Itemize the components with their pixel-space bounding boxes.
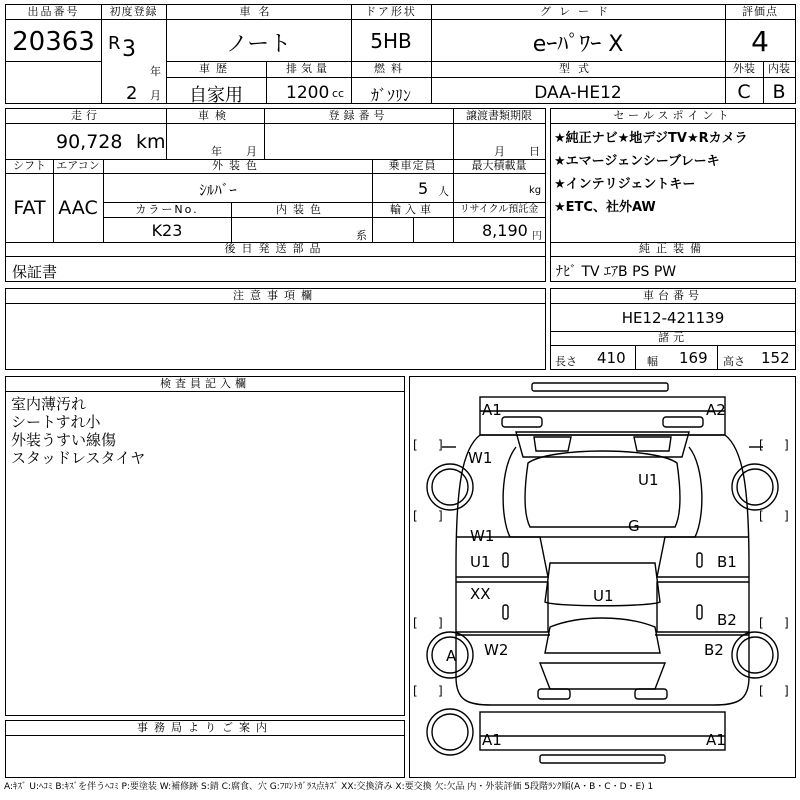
inspection-label: 車検 <box>198 109 232 122</box>
color-no-label: カラーNo. <box>135 203 199 216</box>
svg-text:]: ] <box>784 509 789 523</box>
ext-color-label: 外装色 <box>212 159 263 172</box>
inspector-note: スタッドレスタイヤ <box>11 449 146 467</box>
grade-label: グレード <box>540 5 616 18</box>
door-value: 5HB <box>370 29 412 53</box>
inspector-label: 検査員記入欄 <box>160 377 250 390</box>
mark-a-wheel: A <box>446 647 457 665</box>
sales-points-lines <box>554 127 748 219</box>
inspector-block <box>5 376 405 716</box>
capacity-label: 乗車定員 <box>388 159 437 172</box>
model-label: 型式 <box>559 62 597 75</box>
chassis-block <box>550 288 796 370</box>
score-label: 評価点 <box>742 5 778 18</box>
transfer-label: 譲渡書類期限 <box>466 109 532 122</box>
interior-grade: B <box>772 81 786 103</box>
recycle-label: リサイクル預託金 <box>459 204 539 215</box>
svg-text:]: ] <box>438 438 443 452</box>
interior-label: 内装 <box>768 62 790 75</box>
month-unit: 月 <box>150 89 161 102</box>
grade-value: eｰﾊﾟﾜｰ X <box>532 32 624 57</box>
ac-label: エアコン <box>56 159 100 172</box>
damage-legend: A:ｷｽﾞ U:ﾍｺﾐ B:ｷｽﾞを伴うﾍｺﾐ P:要塗装 W:補修跡 S:錆 C:腐食、穴 G:ﾌﾛﾝﾄｶﾞﾗｽ点ｷｽﾞ XX:交換済み X:要交換 欠:欠品 内・外装評価 5段階ﾗﾝｸ順(A・B・C・D・E) 1 <box>4 782 654 792</box>
svg-text:]: ] <box>438 509 443 523</box>
sales-point: ★エマージェンシーブレーキ <box>554 154 720 169</box>
inspector-note: 外装うすい線傷 <box>11 431 117 449</box>
recycle-value: 8,190 <box>482 221 528 240</box>
inspection-month-unit: 月 <box>246 145 257 158</box>
mark-a1-bottom-right: A1 <box>706 731 726 749</box>
later-parts-value: 保証書 <box>12 263 58 281</box>
mileage-label: 走行 <box>71 109 101 122</box>
mark-a1-bottom-left: A1 <box>482 731 502 749</box>
car-diagram <box>410 377 795 777</box>
ac-value: AAC <box>58 197 98 219</box>
mark-w1-left: W1 <box>470 527 495 545</box>
year-unit: 年 <box>150 65 161 78</box>
mark-u1-center: U1 <box>593 587 614 605</box>
svg-text:[: [ <box>759 438 764 452</box>
exterior-label: 外装 <box>733 62 755 75</box>
svg-text:]: ] <box>784 616 789 630</box>
sales-point: ★ETC、社外AW <box>554 200 656 215</box>
svg-text:[: [ <box>413 684 418 698</box>
svg-text:]: ] <box>438 616 443 630</box>
notes-label: 注意事項欄 <box>233 289 318 302</box>
ext-color-value: ｼﾙﾊﾞｰ <box>199 181 237 199</box>
transfer-month-unit: 月 <box>494 145 505 158</box>
displacement-value: 1200 <box>286 83 330 103</box>
svg-text:[: [ <box>759 616 764 630</box>
length-value: 410 <box>597 349 626 367</box>
length-label: 長さ <box>555 355 577 368</box>
chassis-number: HE12-421139 <box>621 309 725 327</box>
int-color-unit: 系 <box>356 229 367 242</box>
mark-g-windshield: G <box>628 517 640 535</box>
fuel-value: ｶﾞｿﾘﾝ <box>370 86 411 105</box>
fuel-label: 燃料 <box>374 62 408 75</box>
max-load-unit: kg <box>529 185 542 196</box>
capacity-value: 5 <box>418 179 429 198</box>
office-block <box>5 720 405 778</box>
notes-block <box>5 288 546 370</box>
height-value: 152 <box>761 349 790 367</box>
svg-text:[: [ <box>759 684 764 698</box>
max-load-label: 最大積載量 <box>471 159 527 172</box>
height-label: 高さ <box>723 355 745 368</box>
mark-a1-top-left: A1 <box>482 401 502 419</box>
inspector-notes <box>11 395 145 467</box>
door-label: ドア形状 <box>365 5 417 18</box>
history-value: 自家用 <box>189 85 243 106</box>
chassis-label: 車台番号 <box>643 289 703 302</box>
mileage-unit: km <box>136 131 166 153</box>
svg-text:[: [ <box>759 509 764 523</box>
mark-u1-roof: U1 <box>638 471 659 489</box>
shift-value: FAT <box>13 197 46 219</box>
era-label: R <box>108 33 121 54</box>
car-name: ノート <box>225 32 292 57</box>
recycle-unit: 円 <box>532 231 542 242</box>
car-name-label: 車名 <box>239 5 278 18</box>
width-label: 幅 <box>647 355 658 368</box>
svg-text:]: ] <box>438 684 443 698</box>
mark-xx-left: XX <box>470 585 491 603</box>
first-reg-year: 3 <box>122 37 136 62</box>
shift-label: シフト <box>13 159 46 172</box>
mark-u1-left: U1 <box>470 553 491 571</box>
mark-b2-rear: B2 <box>704 641 724 659</box>
first-reg-month: 2 <box>126 83 138 104</box>
later-parts-label: 後日発送部品 <box>224 242 327 255</box>
mileage-value: 90,728 <box>56 131 123 153</box>
exterior-grade: C <box>737 81 751 103</box>
transfer-day-unit: 日 <box>529 145 540 158</box>
sales-points-label: セールスポイント <box>613 109 733 122</box>
spec-block <box>5 108 546 282</box>
first-reg-label: 初度登録 <box>109 5 158 18</box>
mark-b1-right: B1 <box>717 553 737 571</box>
sales-point: ★純正ナビ★地デジTV★Rカメラ <box>554 131 748 146</box>
lot-label: 出品番号 <box>27 5 80 18</box>
mark-a2-top-right: A2 <box>706 401 726 419</box>
header-block <box>5 4 796 104</box>
int-color-label: 内装色 <box>276 203 327 216</box>
equipment-value: ﾅﾋﾞ TV ｴｱB PS PW <box>556 264 677 280</box>
capacity-unit: 人 <box>438 185 449 198</box>
mark-b2-right: B2 <box>717 611 737 629</box>
dims-label: 諸元 <box>658 331 688 344</box>
mark-w2-left: W2 <box>484 641 509 659</box>
sales-point: ★インテリジェントキー <box>554 177 696 192</box>
inspector-note: シートすれ小 <box>11 413 101 431</box>
inspector-note: 室内薄汚れ <box>11 395 87 413</box>
sales-points-block <box>550 108 796 282</box>
car-diagram-block <box>409 376 796 778</box>
lot-number: 20363 <box>12 27 95 57</box>
import-label: 輸入車 <box>390 203 435 216</box>
color-no-value: K23 <box>151 221 183 240</box>
displacement-label: 排気量 <box>286 62 331 75</box>
equipment-label: 純正装備 <box>639 242 707 255</box>
history-label: 車歴 <box>199 62 233 75</box>
score-value: 4 <box>751 25 769 58</box>
svg-text:[: [ <box>413 509 418 523</box>
displacement-unit: cc <box>332 87 345 100</box>
svg-text:[: [ <box>413 616 418 630</box>
svg-text:]: ] <box>784 684 789 698</box>
office-label: 事務局よりご案内 <box>137 721 273 734</box>
mark-w1-top: W1 <box>468 449 493 467</box>
model-value: DAA-HE12 <box>534 83 622 103</box>
width-value: 169 <box>679 349 708 367</box>
inspection-year-unit: 年 <box>211 145 222 158</box>
reg-number-label: 登録番号 <box>328 109 389 122</box>
svg-text:[: [ <box>413 438 418 452</box>
svg-text:]: ] <box>784 438 789 452</box>
